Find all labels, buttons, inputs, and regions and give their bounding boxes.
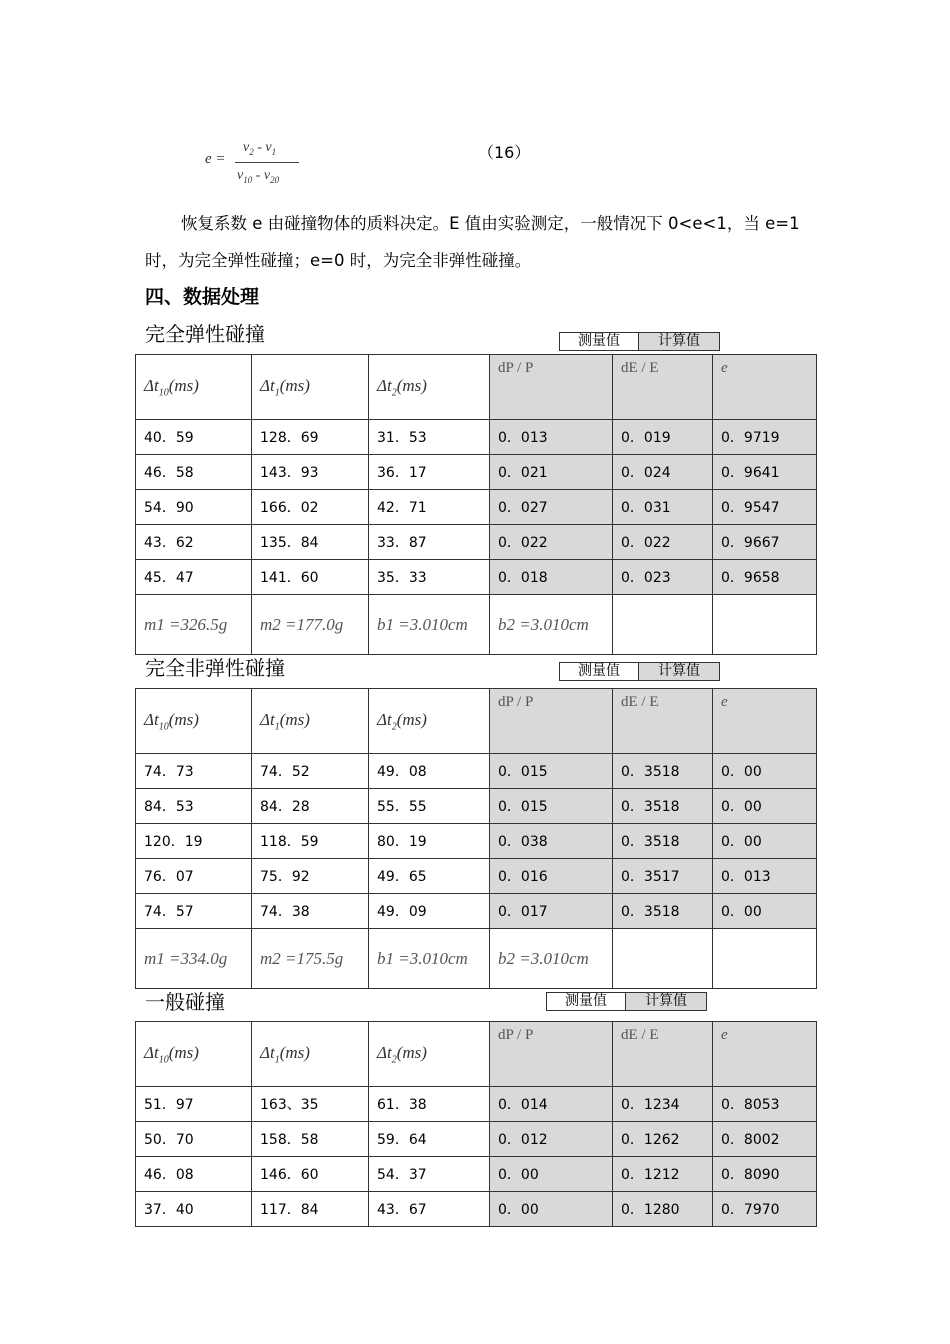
table-cell: 0．015 — [490, 754, 613, 789]
table-cell: 0．00 — [490, 1192, 613, 1227]
formula-fraction-bar — [235, 162, 299, 163]
table-row — [136, 894, 817, 929]
table-cell: 0．3517 — [613, 859, 713, 894]
table-cell: 76．07 — [136, 859, 252, 894]
table-title-elastic: 完全弹性碰撞 — [145, 322, 265, 346]
table-cell: 0．013 — [490, 420, 613, 455]
table-cell: 143．93 — [252, 455, 369, 490]
header-cell — [369, 355, 490, 420]
header-cell — [369, 689, 490, 754]
table-cell: 54．37 — [369, 1157, 490, 1192]
col-dt2: $\Delta t_2(ms)$ — [377, 375, 427, 399]
header-cell — [136, 1022, 252, 1087]
table-cell: 55．55 — [369, 789, 490, 824]
table-row — [136, 560, 817, 595]
table-cell: 120．19 — [136, 824, 252, 859]
legend-general — [546, 992, 707, 1011]
equation-number: （16） — [478, 143, 531, 162]
col-dt2: $\Delta t_2(ms)$ — [377, 709, 427, 733]
table-cell: 0．1262 — [613, 1122, 713, 1157]
table-cell: 163、35 — [252, 1087, 369, 1122]
table-cell: 50．70 — [136, 1122, 252, 1157]
empty-cell — [613, 929, 713, 989]
table-cell: 0．022 — [613, 525, 713, 560]
table-cell: 128．69 — [252, 420, 369, 455]
mass-value: m1 =326.5g — [144, 614, 228, 634]
empty-cell — [713, 929, 817, 989]
table-row — [136, 754, 817, 789]
table-cell: 0．024 — [613, 455, 713, 490]
table-cell: 46．58 — [136, 455, 252, 490]
table-cell: 0．9658 — [713, 560, 817, 595]
table-cell: 59．64 — [369, 1122, 490, 1157]
header-cell — [490, 689, 613, 754]
col-header: e — [721, 360, 728, 376]
header-cell — [490, 355, 613, 420]
table-cell: 135．84 — [252, 525, 369, 560]
table-cell: 49．08 — [369, 754, 490, 789]
col-dt10: $\Delta t_{10}(ms)$ — [144, 375, 199, 399]
restitution-formula — [205, 140, 315, 190]
header-cell — [713, 689, 817, 754]
table-row — [136, 1157, 817, 1192]
table-row — [136, 789, 817, 824]
table-cell: 54．90 — [136, 490, 252, 525]
table-cell: 74．73 — [136, 754, 252, 789]
table-row — [136, 525, 817, 560]
header-cell — [252, 355, 369, 420]
table-cell: 74．38 — [252, 894, 369, 929]
table-cell: 0．021 — [490, 455, 613, 490]
table-row — [136, 859, 817, 894]
table-cell: 0．00 — [490, 1157, 613, 1192]
table-cell: 0．8053 — [713, 1087, 817, 1122]
col-dt1: $\Delta t_1(ms)$ — [260, 375, 310, 399]
col-header: dP / P — [498, 360, 534, 376]
table-cell: 31．53 — [369, 420, 490, 455]
formula-lhs: e = — [205, 151, 226, 167]
table-cell: 46．08 — [136, 1157, 252, 1192]
table-cell: 0．016 — [490, 859, 613, 894]
empty-cell — [713, 595, 817, 655]
general-collision-table — [135, 1021, 817, 1227]
table-cell: 0．00 — [713, 894, 817, 929]
header-cell — [136, 355, 252, 420]
legend-measured: 测量值 — [547, 993, 626, 1010]
table-cell: 0．9547 — [713, 490, 817, 525]
table-row — [136, 420, 817, 455]
col-header: dE / E — [621, 694, 659, 710]
legend-measured: 测量值 — [560, 663, 639, 680]
legend-elastic — [559, 332, 720, 351]
table-cell: 0．027 — [490, 490, 613, 525]
inelastic-collision-table — [135, 688, 817, 989]
table-cell: 117．84 — [252, 1192, 369, 1227]
header-cell — [713, 1022, 817, 1087]
col-header: dP / P — [498, 1027, 534, 1043]
col-dt1: $\Delta t_1(ms)$ — [260, 709, 310, 733]
table-cell: 0．8090 — [713, 1157, 817, 1192]
col-header: e — [721, 694, 728, 710]
col-dt1: $\Delta t_1(ms)$ — [260, 1042, 310, 1066]
header-row — [136, 1022, 817, 1087]
col-header: dP / P — [498, 694, 534, 710]
mass-cell — [490, 929, 613, 989]
table-cell: 0．022 — [490, 525, 613, 560]
table-cell: 74．57 — [136, 894, 252, 929]
table-cell: 33．87 — [369, 525, 490, 560]
table-row — [136, 1087, 817, 1122]
table-cell: 0．018 — [490, 560, 613, 595]
mass-value: m2 =177.0g — [260, 614, 344, 634]
table-row — [136, 455, 817, 490]
table-cell: 0．7970 — [713, 1192, 817, 1227]
table-cell: 74．52 — [252, 754, 369, 789]
table-title-inelastic: 完全非弹性碰撞 — [145, 656, 285, 680]
table-cell: 0．9719 — [713, 420, 817, 455]
mass-cell — [252, 929, 369, 989]
table-cell: 0．9667 — [713, 525, 817, 560]
formula-denominator: $v_{10} - v_{20}$ — [237, 168, 280, 185]
table-cell: 51．97 — [136, 1087, 252, 1122]
legend-measured: 测量值 — [560, 333, 639, 350]
header-row — [136, 689, 817, 754]
col-dt2: $\Delta t_2(ms)$ — [377, 1042, 427, 1066]
table-cell: 0．9641 — [713, 455, 817, 490]
section-heading: 四、数据处理 — [145, 286, 260, 308]
mass-value: b1 =3.010cm — [377, 614, 468, 634]
table-cell: 146．60 — [252, 1157, 369, 1192]
table-cell: 0．00 — [713, 789, 817, 824]
header-cell — [252, 1022, 369, 1087]
table-cell: 80．19 — [369, 824, 490, 859]
legend-calculated: 计算值 — [639, 663, 719, 680]
header-cell — [369, 1022, 490, 1087]
mass-row — [136, 929, 817, 989]
table-cell: 37．40 — [136, 1192, 252, 1227]
mass-value: b2 =3.010cm — [498, 948, 589, 968]
table-row — [136, 1192, 817, 1227]
header-cell — [613, 355, 713, 420]
table-cell: 0．1234 — [613, 1087, 713, 1122]
table-cell: 0．3518 — [613, 824, 713, 859]
mass-cell — [490, 595, 613, 655]
table-cell: 49．65 — [369, 859, 490, 894]
table-cell: 0．012 — [490, 1122, 613, 1157]
table-cell: 40．59 — [136, 420, 252, 455]
table-row — [136, 490, 817, 525]
mass-value: m1 =334.0g — [144, 948, 228, 968]
table-cell: 0．019 — [613, 420, 713, 455]
table-cell: 158．58 — [252, 1122, 369, 1157]
mass-cell — [369, 929, 490, 989]
mass-value: m2 =175.5g — [260, 948, 344, 968]
table-cell: 35．33 — [369, 560, 490, 595]
table-cell: 0．3518 — [613, 789, 713, 824]
table-cell: 166．02 — [252, 490, 369, 525]
mass-value: b1 =3.010cm — [377, 948, 468, 968]
table-cell: 118．59 — [252, 824, 369, 859]
table-cell: 0．1280 — [613, 1192, 713, 1227]
table-row — [136, 1122, 817, 1157]
header-cell — [136, 689, 252, 754]
col-header: e — [721, 1027, 728, 1043]
legend-calculated: 计算值 — [639, 333, 719, 350]
table-cell: 0．8002 — [713, 1122, 817, 1157]
header-cell — [613, 689, 713, 754]
table-cell: 43．62 — [136, 525, 252, 560]
header-cell — [490, 1022, 613, 1087]
table-cell: 0．015 — [490, 789, 613, 824]
empty-cell — [613, 595, 713, 655]
table-cell: 141．60 — [252, 560, 369, 595]
header-row — [136, 355, 817, 420]
table-cell: 42．71 — [369, 490, 490, 525]
table-cell: 45．47 — [136, 560, 252, 595]
elastic-collision-table — [135, 354, 817, 655]
table-cell: 0．038 — [490, 824, 613, 859]
mass-cell — [136, 929, 252, 989]
table-title-general: 一般碰撞 — [145, 990, 225, 1014]
col-header: dE / E — [621, 1027, 659, 1043]
col-dt10: $\Delta t_{10}(ms)$ — [144, 1042, 199, 1066]
table-row — [136, 824, 817, 859]
table-cell: 84．53 — [136, 789, 252, 824]
table-cell: 0．00 — [713, 754, 817, 789]
table-cell: 0．3518 — [613, 894, 713, 929]
table-cell: 0．014 — [490, 1087, 613, 1122]
table-cell: 0．017 — [490, 894, 613, 929]
header-cell — [252, 689, 369, 754]
col-header: dE / E — [621, 360, 659, 376]
mass-cell — [252, 595, 369, 655]
formula-numerator: $v_2 - v_1$ — [243, 140, 277, 157]
legend-inelastic — [559, 662, 720, 681]
header-cell — [613, 1022, 713, 1087]
table-cell: 0．00 — [713, 824, 817, 859]
table-cell: 0．1212 — [613, 1157, 713, 1192]
header-cell — [713, 355, 817, 420]
table-cell: 36．17 — [369, 455, 490, 490]
table-cell: 43．67 — [369, 1192, 490, 1227]
table-cell: 0．031 — [613, 490, 713, 525]
mass-value: b2 =3.010cm — [498, 614, 589, 634]
restitution-paragraph: 恢复系数 e 由碰撞物体的质料决定。E 值由实验测定，一般情况下 0<e<1，当 e=1 时，为完全弹性碰撞；e=0 时，为完全非弹性碰撞。 — [145, 214, 800, 270]
mass-cell — [136, 595, 252, 655]
table-cell: 84．28 — [252, 789, 369, 824]
table-cell: 61．38 — [369, 1087, 490, 1122]
mass-row — [136, 595, 817, 655]
mass-cell — [369, 595, 490, 655]
table-cell: 0．023 — [613, 560, 713, 595]
table-cell: 0．013 — [713, 859, 817, 894]
table-cell: 75．92 — [252, 859, 369, 894]
table-cell: 49．09 — [369, 894, 490, 929]
table-cell: 0．3518 — [613, 754, 713, 789]
legend-calculated: 计算值 — [626, 993, 706, 1010]
col-dt10: $\Delta t_{10}(ms)$ — [144, 709, 199, 733]
